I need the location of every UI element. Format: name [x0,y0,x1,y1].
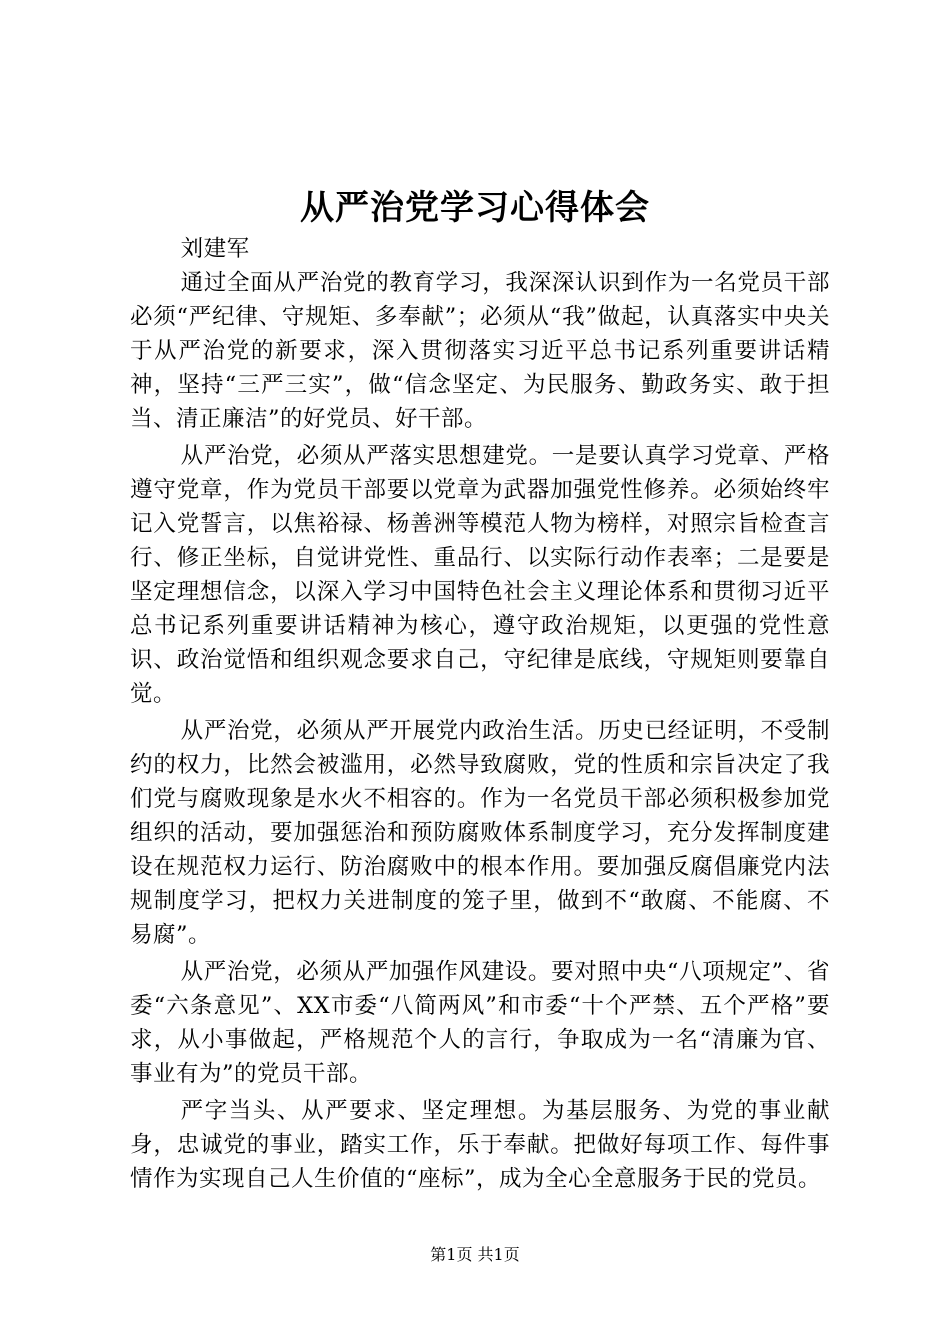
body-paragraph: 严字当头、从严要求、坚定理想。为基层服务、为党的事业献身，忠诚党的事业，踏实工作，乐于奉献。把做好每项工作、每件事情作为实现自己人生价值的“座标”，成为全心全意服务于民的党员。 [130,1098,830,1192]
page-footer: 第1页 共1页 [430,1245,520,1264]
body-paragraph: 从严治党，必须从严落实思想建党。一是要认真学习党章、严格遵守党章，作为党员干部要以党章为武器加强党性修养。必须始终牢记入党誓言，以焦裕禄、杨善洲等模范人物为榜样，对照宗旨检查言行、修正坐标，自觉讲党性、重品行、以实际行动作表率；二是要是坚定理想信念，以深入学习中国特色社会主义理论体系和贯彻习近平总书记系列重要讲话精神为核心，遵守政治规矩，以更强的党性意识、政治觉悟和组织观念要求自己，守纪律是底线，守规矩则要靠自觉。 [130,443,830,707]
body-paragraph: 从严治党，必须从严开展党内政治生活。历史已经证明，不受制约的权力，比然会被滥用，必然导致腐败，党的性质和宗旨决定了我们党与腐败现象是水火不相容的。作为一名党员干部必须积极参加党组织的活动，要加强惩治和预防腐败体系制度学习，充分发挥制度建设在规范权力运行、防治腐败中的根本作用。要加强反腐倡廉党内法规制度学习，把权力关进制度的笼子里，做到不“敢腐、不能腐、不易腐”。 [130,718,830,948]
document-body [130,232,830,1196]
body-paragraph: 通过全面从严治党的教育学习，我深深认识到作为一名党员干部必须“严纪律、守规矩、多奉献”；必须从“我”做起，认真落实中央关于从严治党的新要求，深入贯彻落实习近平总书记系列重要讲话精神，坚持“三严三实”，做“信念坚定、为民服务、勤政务实、敢于担当、清正廉洁”的好党员、好干部。 [130,270,830,432]
author-name: 刘建军 [180,236,250,262]
document-title: 从严治党学习心得体会 [300,188,650,228]
body-paragraph: 从严治党，必须从严加强作风建设。要对照中央“八项规定”、省委“六条意见”、XX市委“八简两风”和市委“十个严禁、五个严格”要求，从小事做起，严格规范个人的言行，争取成为一名“清廉为官、事业有为”的党员干部。 [130,959,830,1087]
